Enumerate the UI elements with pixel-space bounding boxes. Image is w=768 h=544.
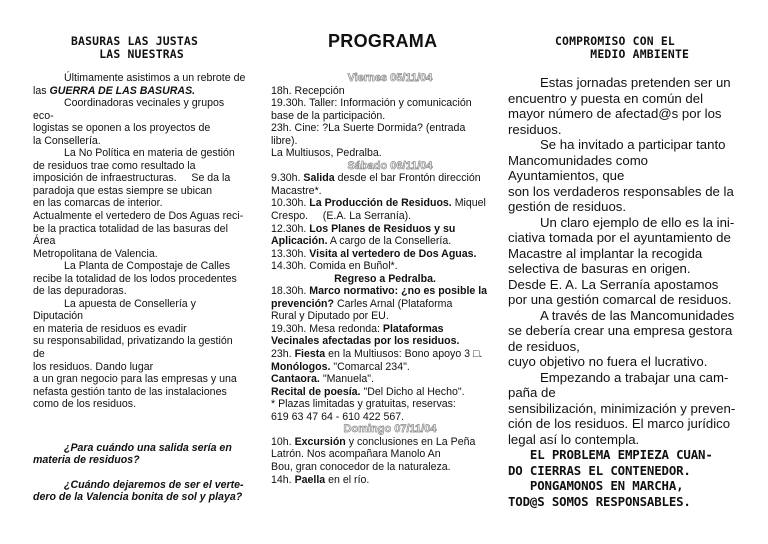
schedule-line: La Multiusos, Pedralba. xyxy=(271,147,382,160)
bold-span: Recital de poesía. xyxy=(271,385,361,398)
text-span: y conclusiones en La Peña xyxy=(345,435,476,448)
spacer xyxy=(33,411,247,442)
programa-title: PROGRAMA xyxy=(328,31,438,51)
text-line: sensibilización, minimización y preven- xyxy=(508,400,736,416)
text-line: gestión de residuos. xyxy=(508,199,627,214)
text-line: de las depuradoras. xyxy=(33,285,127,298)
text-span: 10h. xyxy=(271,435,295,448)
schedule-line: 14.30h. Comida en Buñol*. xyxy=(271,260,398,273)
text-line: A través de las Mancomunidades xyxy=(540,307,735,323)
text-line: Desde E. A. La Serranía apostamos xyxy=(508,276,719,292)
text-line: Mancomunidades como xyxy=(508,152,649,168)
text-line: recibe la totalidad de los lodos procedentes xyxy=(33,272,237,285)
text-line: son los verdaderos responsables de la xyxy=(508,183,734,199)
text-line: como de los residuos. xyxy=(33,398,137,411)
schedule-line: base de la participación. xyxy=(271,109,386,122)
title-line: BASURAS LAS JUSTAS xyxy=(71,34,199,48)
schedule-line xyxy=(271,436,499,449)
schedule-line xyxy=(271,197,499,210)
text-line: nefasta gestión tanto de las instalaciones xyxy=(33,385,227,398)
text-line: legal así lo contempla. xyxy=(508,431,640,447)
schedule-line xyxy=(271,323,499,336)
text-span: 12.30h. xyxy=(271,222,310,235)
schedule-line xyxy=(271,373,499,386)
text-line: logistas se oponen a los proyectos de xyxy=(33,122,211,135)
slogan-line: PONGAMONOS EN MARCHA, xyxy=(508,478,684,493)
text-line: La apuesta de Consellería y Diputación xyxy=(33,297,196,323)
schedule-line: * Plazas limitadas y gratuitas, reservas: xyxy=(271,398,456,411)
text-line: paña de xyxy=(508,385,556,400)
bold-span: Excursión xyxy=(294,435,346,448)
question-line: materia de residuos? xyxy=(33,454,140,467)
text-line: Un claro ejemplo de ello es la ini- xyxy=(540,214,735,230)
text-line: Metropolitana de Valencia. xyxy=(33,247,158,260)
title-line: MEDIO AMBIENTE xyxy=(590,47,690,61)
slogan-line: DO CIERRAS EL CONTENEDOR. xyxy=(508,462,691,478)
slogan-line: TOD@S SOMOS RESPONSABLES. xyxy=(508,493,691,509)
schedule-line: Latrón. Nos acompañara Manolo An xyxy=(271,448,441,461)
text-span: Carles Arnal (Plataforma xyxy=(334,297,453,310)
bold-span: Aplicación. xyxy=(271,235,328,248)
bold-span: Visita al vertedero de Dos Aguas. xyxy=(309,247,477,260)
text-line: Macastre al implantar la recogida xyxy=(508,245,703,261)
text-line: selectiva de basuras en origen. xyxy=(508,261,691,276)
day-heading: Sábado 06/11/04 xyxy=(347,159,433,172)
schedule-line: Crespo. (E.A. La Serranía). xyxy=(271,210,412,223)
text-line: Actualmente el vertedero de Dos Aguas reci- xyxy=(33,210,244,223)
text-line: de residuos trae como resultado la xyxy=(33,159,196,172)
text-span: "Manuela". xyxy=(319,373,374,386)
bold-span: Los Planes de Residuos y su xyxy=(309,222,456,235)
day-heading: Viernes 05/11/04 xyxy=(347,72,433,84)
bold-span: Monólogos. xyxy=(271,360,331,373)
schedule-line xyxy=(271,248,499,261)
text-span: "Del Dicho al Hecho". xyxy=(360,385,465,398)
question-line: ¿Para cuándo una salida sería en xyxy=(64,441,232,454)
emphasis-text: GUERRA DE LAS BASURAS. xyxy=(49,84,196,97)
text-line: Estas jornadas pretenden ser un xyxy=(540,75,731,90)
text-line: imposición de infraestructuras. Se da la xyxy=(33,172,231,185)
text-span: 18.30h. xyxy=(271,285,310,298)
schedule-line xyxy=(271,235,499,248)
text-line: La No Política en materia de gestión xyxy=(64,147,235,160)
text-line: por una gestión comarcal de residuos. xyxy=(508,292,732,307)
text-line: ción de los residuos. El marco jurídico xyxy=(508,416,731,431)
text-span: 13.30h. xyxy=(271,247,310,260)
text-line: los residuos. Dando lugar xyxy=(33,360,154,373)
text-span: 9.30h. xyxy=(271,172,304,185)
title-line: LAS NUESTRAS xyxy=(99,47,184,61)
bold-span: Fiesta xyxy=(294,348,326,361)
text-line: ciativa tomada por el ayuntamiento de xyxy=(508,230,731,245)
text-span: A cargo de la Consellería. xyxy=(327,235,452,248)
text-span: en la Multiusos: Bono apoyo 3 □. xyxy=(325,348,483,361)
slogan-line: EL PROBLEMA EMPIEZA CUAN- xyxy=(508,447,713,462)
question-line: dero de la Valencia bonita de sol y playa? xyxy=(33,491,243,504)
day-heading: Domingo 07/11/04 xyxy=(343,423,437,436)
bold-span: Cantaora. xyxy=(271,373,320,386)
schedule-line xyxy=(271,172,499,185)
text-line: Se ha invitado a participar tanto xyxy=(540,137,726,152)
text-line: su responsabilidad, privatizando la gestión de xyxy=(33,335,233,361)
text-line xyxy=(33,85,247,98)
bold-span: prevención? xyxy=(271,297,334,310)
schedule-line: Bou, gran conocedor de la naturaleza. xyxy=(271,460,451,473)
text-line: residuos. xyxy=(508,121,562,137)
text-line: paradoja que estas siempre se ubican xyxy=(33,184,213,197)
schedule-line: Vecinales afectadas por los residuos. xyxy=(271,335,460,348)
bold-span: Marco normativo: ¿no es posible la xyxy=(309,285,488,298)
text-span: en el río. xyxy=(325,473,370,486)
schedule-line: Macastre*. xyxy=(271,184,322,197)
schedule-line xyxy=(271,348,499,361)
programa-schedule xyxy=(271,72,499,486)
text-span: las xyxy=(33,84,50,97)
schedule-line xyxy=(271,386,499,399)
text-span: 10.30h. xyxy=(271,197,310,210)
schedule-line: 18h. Recepción xyxy=(271,84,345,97)
text-line: en las comarcas de interior. xyxy=(33,197,163,210)
text-span: 19.30h. Mesa redonda: xyxy=(271,322,383,335)
bold-span: Paella xyxy=(294,473,326,486)
text-line: la Consellería. xyxy=(33,134,101,147)
schedule-line xyxy=(271,223,499,236)
schedule-line xyxy=(271,361,499,374)
column1-title xyxy=(71,35,198,61)
schedule-line: 19.30h. Taller: Información y comunicación xyxy=(271,97,472,110)
text-span: Miquel xyxy=(451,197,486,210)
text-line: La Planta de Compostaje de Calles xyxy=(64,260,231,273)
schedule-line: 619 63 47 64 - 610 422 567. xyxy=(271,410,405,423)
schedule-line xyxy=(271,298,499,311)
title-line: COMPROMISO CON EL xyxy=(555,34,675,48)
text-line: Ayuntamientos, que xyxy=(508,168,625,183)
column3-title xyxy=(555,35,689,61)
text-line: be la practica totalidad de las basuras del Área xyxy=(33,222,228,248)
text-span: "Comarcal 234". xyxy=(330,360,410,373)
column3-body xyxy=(508,75,740,509)
schedule-line: Regreso a Pedralba. xyxy=(334,272,436,285)
schedule-line: libre). xyxy=(271,134,298,147)
text-line: encuentro y puesta en común del xyxy=(508,90,704,106)
bold-span: La Producción de Residuos. xyxy=(309,197,452,210)
text-line: se debería crear una empresa gestora xyxy=(508,323,733,338)
text-line: Empezando a trabajar una cam- xyxy=(540,369,729,385)
text-line: cuyo objetivo no fuera el lucrativo. xyxy=(508,354,708,369)
schedule-line: 23h. Cine: ?La Suerte Dormida? (entrada xyxy=(271,122,466,135)
column1-body xyxy=(33,72,247,504)
text-span: 23h. xyxy=(271,348,295,361)
schedule-line xyxy=(271,474,499,487)
text-span: 14h. xyxy=(271,473,295,486)
text-line: a un gran negocio para las empresas y una xyxy=(33,373,237,386)
schedule-line: Rural y Diputado por EU. xyxy=(271,310,389,323)
bold-span: Salida xyxy=(303,172,335,185)
text-line: de residuos, xyxy=(508,338,580,354)
spacer xyxy=(33,467,247,479)
text-line: Últimamente asistimos a un rebrote de xyxy=(64,72,246,84)
text-span: desde el bar Frontón dirección xyxy=(334,172,481,185)
question-line: ¿Cuándo dejaremos de ser el verte- xyxy=(64,478,244,491)
text-line: Coordinadoras vecinales y grupos eco- xyxy=(33,97,225,122)
text-line: en materia de residuos es evadir xyxy=(33,322,187,335)
bold-span: Plataformas xyxy=(382,322,444,335)
schedule-line xyxy=(271,285,499,298)
text-line: mayor número de afectad@s por los xyxy=(508,106,722,121)
